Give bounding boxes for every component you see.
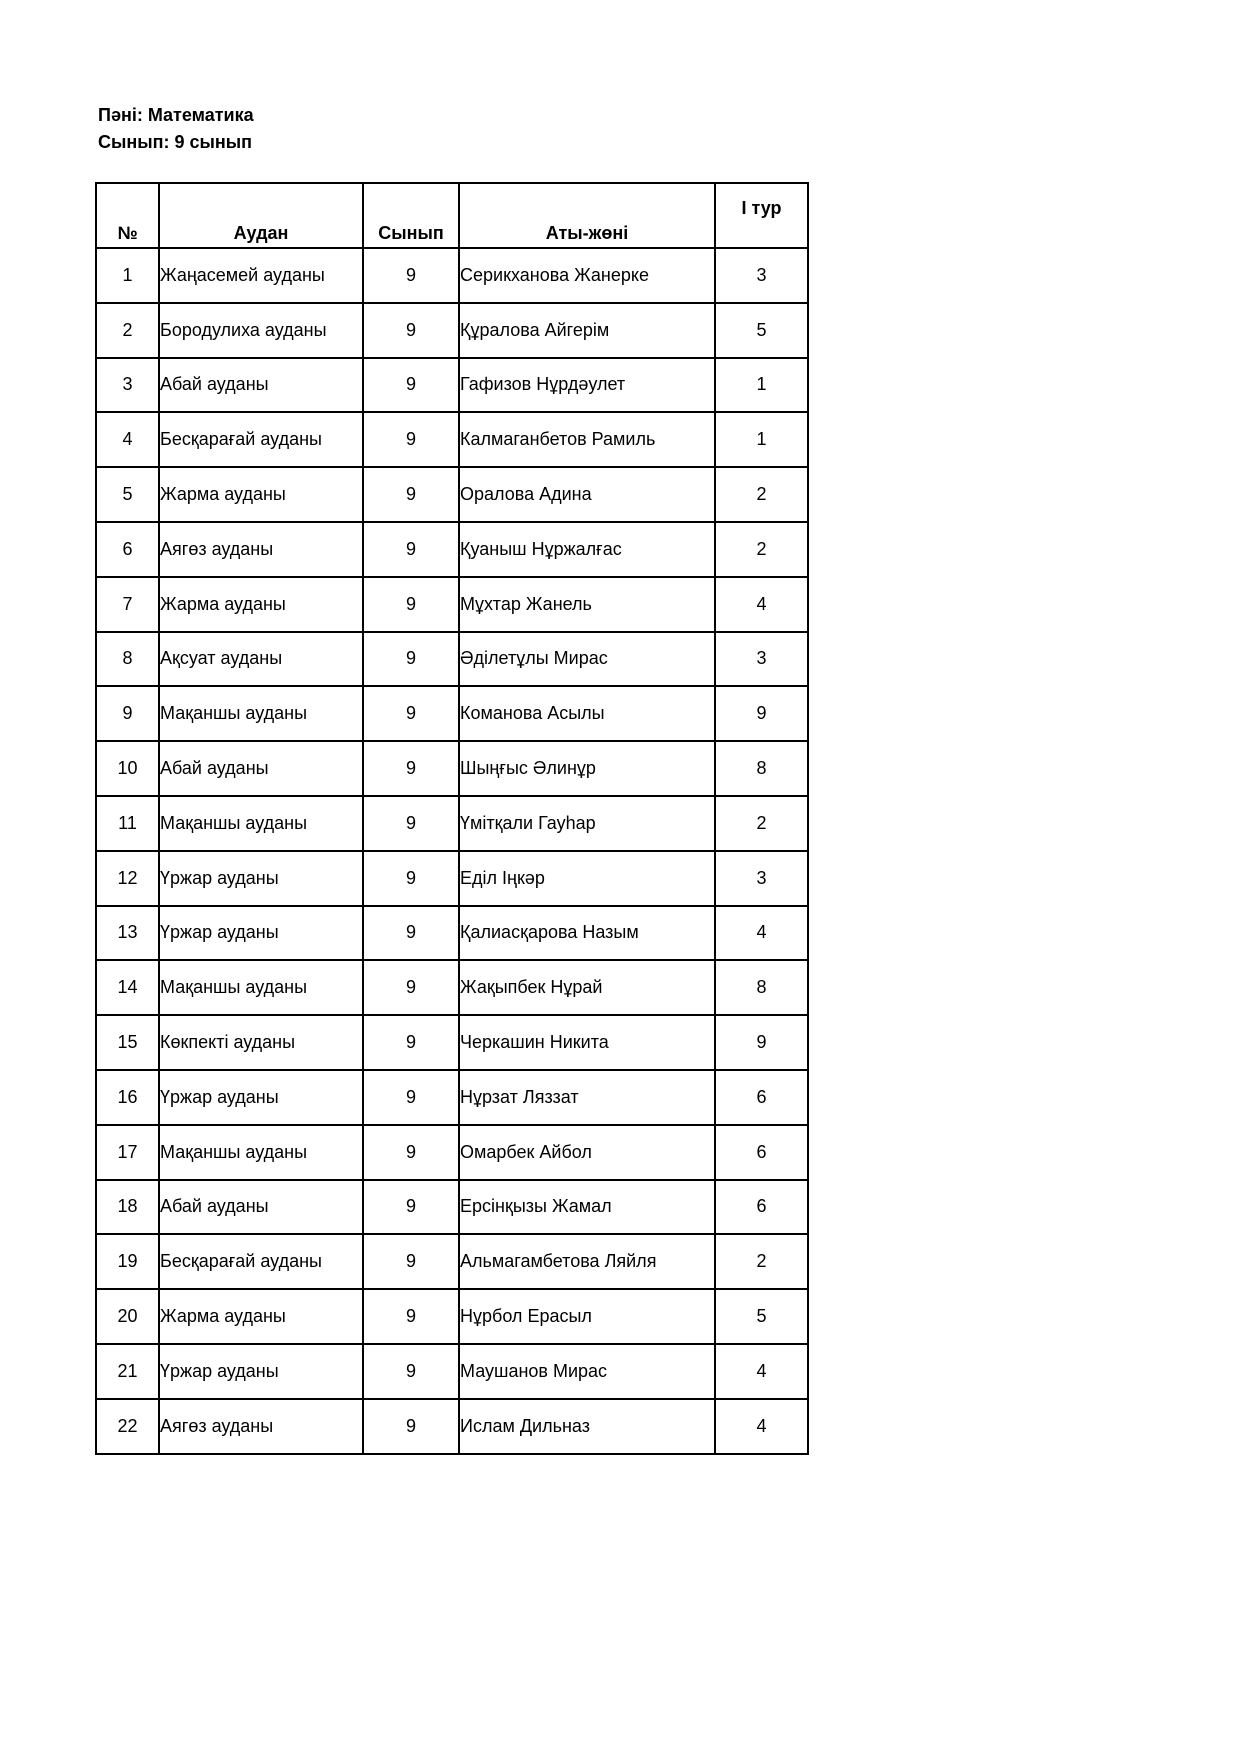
table-row [96,1015,808,1070]
cell-grade: 9 [363,303,459,358]
cell-name: Маушанов Мирас [459,1344,715,1399]
cell-grade: 9 [363,1125,459,1180]
cell-district: Мақаншы ауданы [159,1125,363,1180]
table-row [96,796,808,851]
cell-district: Мақаншы ауданы [159,796,363,851]
cell-number: 17 [96,1125,159,1180]
cell-number: 18 [96,1180,159,1235]
cell-district: Үржар ауданы [159,906,363,961]
table-row [96,686,808,741]
column-header-tour1: I тур [715,183,808,248]
cell-tour1: 3 [715,248,808,303]
cell-district: Аягөз ауданы [159,522,363,577]
cell-tour1: 4 [715,1344,808,1399]
cell-name: Қуаныш Нұржалғас [459,522,715,577]
column-header-number: № [96,183,159,248]
cell-tour1: 6 [715,1180,808,1235]
table-row [96,1399,808,1454]
cell-number: 14 [96,960,159,1015]
cell-number: 20 [96,1289,159,1344]
column-header-name: Аты-жөні [459,183,715,248]
table-row [96,1180,808,1235]
cell-name: Серикханова Жанерке [459,248,715,303]
cell-number: 2 [96,303,159,358]
cell-name: Черкашин Никита [459,1015,715,1070]
cell-number: 6 [96,522,159,577]
cell-grade: 9 [363,1289,459,1344]
table-row [96,851,808,906]
table-row [96,1289,808,1344]
cell-grade: 9 [363,467,459,522]
cell-grade: 9 [363,906,459,961]
cell-number: 4 [96,412,159,467]
cell-name: Қалиасқарова Назым [459,906,715,961]
table-row [96,1344,808,1399]
cell-district: Көкпекті ауданы [159,1015,363,1070]
cell-grade: 9 [363,741,459,796]
cell-tour1: 2 [715,796,808,851]
cell-grade: 9 [363,1234,459,1289]
results-table [95,182,809,1455]
cell-number: 13 [96,906,159,961]
cell-district: Бесқарағай ауданы [159,1234,363,1289]
cell-number: 7 [96,577,159,632]
cell-tour1: 4 [715,1399,808,1454]
table-row [96,412,808,467]
cell-number: 16 [96,1070,159,1125]
table-row [96,467,808,522]
cell-district: Жарма ауданы [159,1289,363,1344]
cell-number: 8 [96,632,159,687]
cell-district: Абай ауданы [159,1180,363,1235]
cell-grade: 9 [363,632,459,687]
cell-name: Жақыпбек Нұрай [459,960,715,1015]
cell-number: 19 [96,1234,159,1289]
cell-grade: 9 [363,577,459,632]
cell-grade: 9 [363,960,459,1015]
cell-district: Мақаншы ауданы [159,686,363,741]
table-row [96,522,808,577]
cell-tour1: 8 [715,960,808,1015]
cell-tour1: 8 [715,741,808,796]
cell-name: Еділ Іңкәр [459,851,715,906]
cell-name: Калмаганбетов Рамиль [459,412,715,467]
cell-tour1: 3 [715,851,808,906]
cell-name: Оралова Адина [459,467,715,522]
table-row [96,741,808,796]
cell-grade: 9 [363,358,459,413]
cell-grade: 9 [363,851,459,906]
cell-district: Үржар ауданы [159,851,363,906]
cell-name: Гафизов Нұрдәулет [459,358,715,413]
cell-district: Ақсуат ауданы [159,632,363,687]
cell-tour1: 4 [715,577,808,632]
table-row [96,358,808,413]
cell-name: Нұрбол Ерасыл [459,1289,715,1344]
column-header-grade: Сынып [363,183,459,248]
cell-number: 11 [96,796,159,851]
cell-tour1: 2 [715,1234,808,1289]
cell-district: Бесқарағай ауданы [159,412,363,467]
cell-name: Үмітқали Гауһар [459,796,715,851]
cell-district: Абай ауданы [159,741,363,796]
table-row [96,303,808,358]
cell-tour1: 6 [715,1070,808,1125]
cell-number: 15 [96,1015,159,1070]
table-row [96,577,808,632]
cell-tour1: 5 [715,1289,808,1344]
cell-grade: 9 [363,1399,459,1454]
cell-grade: 9 [363,1344,459,1399]
cell-grade: 9 [363,686,459,741]
cell-grade: 9 [363,796,459,851]
cell-tour1: 9 [715,686,808,741]
cell-name: Ислам Дильназ [459,1399,715,1454]
subject-title: Пәні: Математика [98,105,254,125]
cell-tour1: 1 [715,358,808,413]
table-row [96,906,808,961]
cell-name: Шыңғыс Әлинұр [459,741,715,796]
cell-tour1: 6 [715,1125,808,1180]
table-row [96,632,808,687]
cell-district: Мақаншы ауданы [159,960,363,1015]
cell-number: 21 [96,1344,159,1399]
cell-name: Омарбек Айбол [459,1125,715,1180]
cell-district: Үржар ауданы [159,1344,363,1399]
cell-number: 3 [96,358,159,413]
cell-tour1: 3 [715,632,808,687]
cell-number: 10 [96,741,159,796]
cell-name: Мұхтар Жанель [459,577,715,632]
cell-district: Үржар ауданы [159,1070,363,1125]
cell-name: Альмагамбетова Ляйля [459,1234,715,1289]
grade-title: Сынып: 9 сынып [98,132,252,152]
cell-tour1: 2 [715,522,808,577]
cell-number: 5 [96,467,159,522]
cell-grade: 9 [363,522,459,577]
cell-name: Ерсінқызы Жамал [459,1180,715,1235]
cell-district: Жарма ауданы [159,467,363,522]
column-header-district: Аудан [159,183,363,248]
cell-tour1: 2 [715,467,808,522]
cell-tour1: 9 [715,1015,808,1070]
table-header-row [96,183,808,248]
cell-district: Аягөз ауданы [159,1399,363,1454]
cell-district: Абай ауданы [159,358,363,413]
cell-name: Команова Асылы [459,686,715,741]
cell-number: 9 [96,686,159,741]
cell-name: Нұрзат Ляззат [459,1070,715,1125]
cell-tour1: 1 [715,412,808,467]
cell-district: Жаңасемей ауданы [159,248,363,303]
cell-name: Әділетұлы Мирас [459,632,715,687]
cell-tour1: 5 [715,303,808,358]
table-row [96,248,808,303]
cell-grade: 9 [363,248,459,303]
table-row [96,1125,808,1180]
cell-grade: 9 [363,1070,459,1125]
table-row [96,1070,808,1125]
table-row [96,960,808,1015]
cell-number: 12 [96,851,159,906]
cell-grade: 9 [363,1180,459,1235]
cell-grade: 9 [363,1015,459,1070]
cell-district: Жарма ауданы [159,577,363,632]
cell-tour1: 4 [715,906,808,961]
table-row [96,1234,808,1289]
cell-district: Бородулиха ауданы [159,303,363,358]
cell-number: 22 [96,1399,159,1454]
cell-grade: 9 [363,412,459,467]
cell-number: 1 [96,248,159,303]
cell-name: Құралова Айгерім [459,303,715,358]
